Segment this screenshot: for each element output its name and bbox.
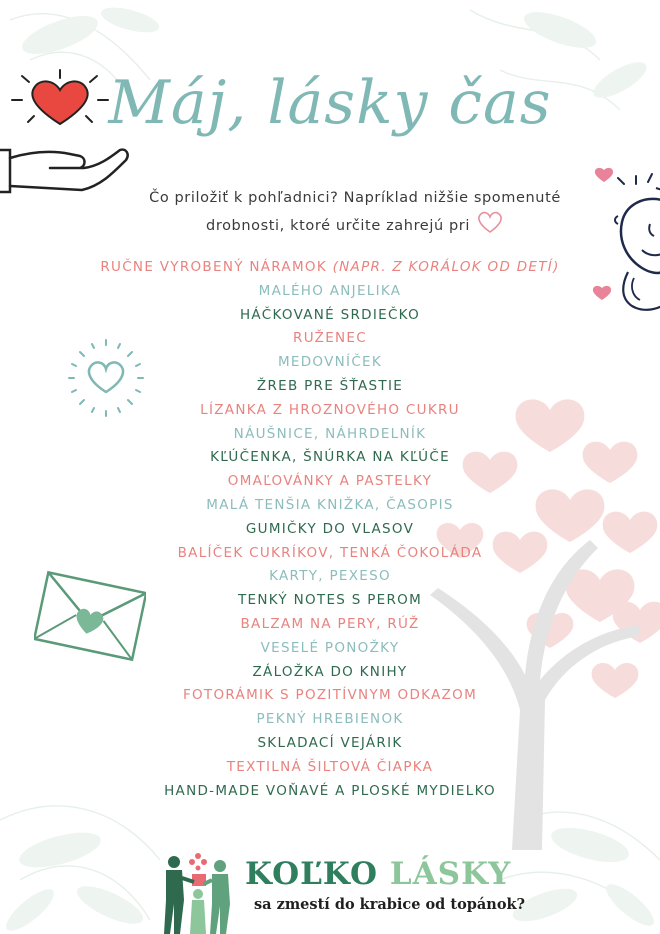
list-item — [0, 518, 660, 542]
list-item-text: ZÁLOŽKA DO KNIHY — [252, 663, 408, 680]
list-item-note: (NAPR. Z KORÁLOK OD DETÍ) — [326, 259, 560, 275]
list-item-text: TEXTILNÁ ŠILTOVÁ ČIAPKA — [226, 758, 434, 775]
heart-outline-icon — [476, 210, 504, 242]
list-item — [0, 684, 660, 708]
list-item-text: GUMIČKY DO VLASOV — [245, 520, 415, 537]
gift-item-list — [0, 256, 660, 803]
list-item-text: ŽREB PRE ŠŤASTIE — [256, 377, 404, 394]
list-item — [0, 494, 660, 518]
list-item-text: HAND-MADE VOŇAVÉ A PLOSKÉ MYDIELKO — [164, 782, 496, 799]
list-item — [0, 589, 660, 613]
intro-line-2-text: drobnosti, ktoré určite zahrejú pri — [206, 218, 470, 234]
list-item — [0, 256, 660, 280]
list-item-text: RUČNE VYROBENÝ NÁRAMOK — [100, 259, 327, 275]
list-item-text: VESELÉ PONOŽKY — [260, 639, 400, 656]
intro-line-2 — [120, 210, 590, 242]
list-item-text: MEDOVNÍČEK — [277, 354, 383, 371]
list-item-text: RUŽENEC — [293, 330, 367, 347]
list-item-text: BALÍČEK CUKRÍKOV, TENKÁ ČOKOLÁDA — [177, 544, 483, 561]
list-item — [0, 375, 660, 399]
list-item — [0, 399, 660, 423]
list-item — [0, 565, 660, 589]
brand-name — [245, 856, 511, 892]
intro-line-1: Čo priložiť k pohľadnici? Napríklad nižšie spomenuté — [149, 190, 561, 206]
list-item-text: KARTY, PEXESO — [269, 568, 391, 585]
list-item — [0, 423, 660, 447]
family-logo-icon — [154, 848, 240, 934]
list-item-text: TENKÝ NOTES S PEROM — [237, 592, 423, 609]
brand-word-2: LÁSKY — [389, 856, 512, 892]
list-item — [0, 327, 660, 351]
list-item — [0, 470, 660, 494]
list-item — [0, 613, 660, 637]
list-item-text: OMAĽOVÁNKY A PASTELKY — [227, 473, 433, 490]
list-item — [0, 446, 660, 470]
page-title: Máj, lásky čas — [108, 68, 552, 138]
intro-text — [120, 186, 590, 242]
footer-logo — [150, 848, 530, 934]
list-item — [0, 351, 660, 375]
list-item-text: PEKNÝ HREBIENOK — [256, 711, 404, 728]
brand-tagline: sa zmestí do krabice od topánok? — [254, 896, 526, 913]
brand-word-1: KOĽKO — [245, 856, 379, 892]
list-item-text: SKLADACÍ VEJÁRIK — [257, 734, 403, 751]
list-item-text: BALZAM NA PERY, RÚŽ — [240, 615, 420, 632]
list-item — [0, 732, 660, 756]
list-item-text: NÁUŠNICE, NÁHRDELNÍK — [233, 425, 427, 442]
list-item — [0, 756, 660, 780]
list-item — [0, 708, 660, 732]
list-item-text: MALÉHO ANJELIKA — [258, 282, 402, 299]
list-item-text: FOTORÁMIK S POZITÍVNYM ODKAZOM — [182, 687, 478, 704]
list-item-text: HÁČKOVANÉ SRDIEČKO — [239, 306, 421, 323]
list-item-text: KĽÚČENKA, ŠNÚRKA NA KĽÚČE — [210, 449, 450, 466]
list-item-text: LÍZANKA Z HROZNOVÉHO CUKRU — [200, 401, 460, 418]
list-item-text: MALÁ TENŠIA KNIŽKA, ČASOPIS — [206, 496, 454, 513]
list-item — [0, 661, 660, 685]
list-item — [0, 780, 660, 804]
list-item — [0, 542, 660, 566]
list-item — [0, 637, 660, 661]
list-item — [0, 304, 660, 328]
list-item — [0, 280, 660, 304]
